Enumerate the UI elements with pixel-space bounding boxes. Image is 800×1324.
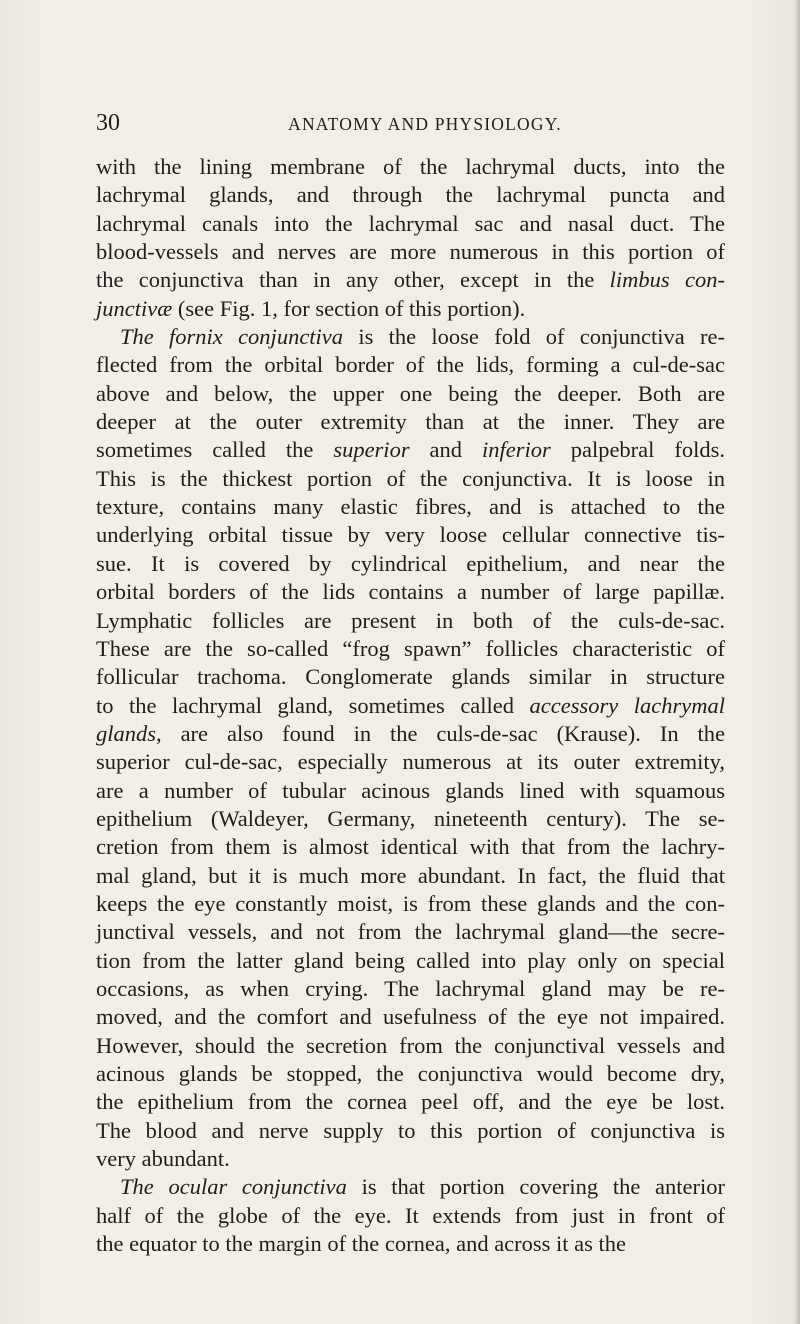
text-line: junctival vessels, and not from the lachrymal gland—the secre- <box>96 919 725 945</box>
page-number: 30 <box>96 110 120 136</box>
text-line: keeps the eye constantly moist, is from these glands and the con- <box>96 890 725 916</box>
text-line: cretion from them is almost identical with that from the lachry- <box>96 834 725 860</box>
body-text <box>96 153 725 1258</box>
text-line: sue. It is covered by cylindrical epithelium, and near the <box>96 550 725 576</box>
italic-term: glands <box>96 720 157 746</box>
text-line: deeper at the outer extremity than at the inner. They are <box>96 409 725 435</box>
text-line: mal gland, but it is much more abundant. In fact, the fluid that <box>96 862 725 888</box>
page-header <box>96 108 724 138</box>
text-line: moved, and the comfort and usefulness of the eye not impaired. <box>96 1004 725 1030</box>
text-line: junctivæ (see Fig. 1, for section of this portion). <box>96 295 526 321</box>
text-line: These are the so-called “frog spawn” follicles characteristic of <box>96 635 725 661</box>
text-line: lachrymal glands, and through the lachrymal puncta and <box>96 182 725 208</box>
text-line: blood-vessels and nerves are more numerous in this portion of <box>96 239 725 265</box>
text-line: superior cul-de-sac, especially numerous at its outer extremity, <box>96 749 725 775</box>
page-edge-shadow <box>794 0 800 1324</box>
italic-term: superior <box>333 437 410 463</box>
text-line: The fornix conjunctiva is the loose fold of conjunctiva re- <box>120 324 725 350</box>
text-line: the conjunctiva than in any other, except in the limbus con- <box>96 267 725 293</box>
paragraph-blood-vessels <box>96 153 725 323</box>
italic-term: The ocular conjunctiva <box>120 1174 347 1200</box>
text-line: glands, are also found in the culs-de-sac (Krause). In the <box>96 720 725 746</box>
text-line: texture, contains many elastic fibres, and is attached to the <box>96 494 725 520</box>
text-line: the equator to the margin of the cornea, and across it as the <box>96 1231 627 1257</box>
text-line: Lymphatic follicles are present in both of the culs-de-sac. <box>96 607 725 633</box>
text-line: orbital borders of the lids contains a number of large papillæ. <box>96 579 725 605</box>
text-line: are a number of tubular acinous glands lined with squamous <box>96 777 725 803</box>
text-line: lachrymal canals into the lachrymal sac and nasal duct. The <box>96 210 725 236</box>
text-line: epithelium (Waldeyer, Germany, nineteenth century). The se- <box>96 805 725 831</box>
text-line: acinous glands be stopped, the conjunctiva would become dry, <box>96 1061 725 1086</box>
text-line: underlying orbital tissue by very loose cellular connective tis- <box>96 522 725 548</box>
text-line: occasions, as when crying. The lachrymal gland may be re- <box>96 975 725 1001</box>
text-line: flected from the orbital border of the lids, forming a cul-de-sac <box>96 352 725 378</box>
text-line: The ocular conjunctiva is that portion covering the anterior <box>120 1174 725 1200</box>
text-line: half of the globe of the eye. It extends from just in front of <box>96 1202 725 1228</box>
text-line: This is the thickest portion of the conjunctiva. It is loose in <box>96 465 725 491</box>
text-line: tion from the latter gland being called into play only on special <box>96 947 725 973</box>
text-line: above and below, the upper one being the deeper. Both are <box>96 380 725 406</box>
text-line: the epithelium from the cornea peel off, and the eye be lost. <box>96 1089 725 1115</box>
text-line: with the lining membrane of the lachrymal ducts, into the <box>96 154 725 179</box>
italic-term: limbus con- <box>609 267 725 293</box>
text-line: to the lachrymal gland, sometimes called accessory lachrymal <box>96 692 725 718</box>
italic-term: inferior <box>481 437 551 463</box>
italic-term: The fornix conjunctiva <box>120 324 344 350</box>
italic-term: junctivæ <box>96 295 173 321</box>
running-title: ANATOMY AND PHYSIOLOGY. <box>288 114 562 134</box>
paragraph-fornix-conjunctiva <box>96 323 725 1173</box>
text-line: sometimes called the superior and inferior palpebral folds. <box>96 437 725 463</box>
text-line: very abundant. <box>96 1146 230 1172</box>
text-line: follicular trachoma. Conglomerate glands similar in structure <box>96 664 725 690</box>
paragraph-ocular-conjunctiva <box>96 1173 725 1258</box>
text-line: However, should the secretion from the conjunctival vessels and <box>96 1032 725 1058</box>
italic-term: accessory lachrymal <box>529 692 725 718</box>
text-line: The blood and nerve supply to this portion of conjunctiva is <box>96 1117 725 1143</box>
